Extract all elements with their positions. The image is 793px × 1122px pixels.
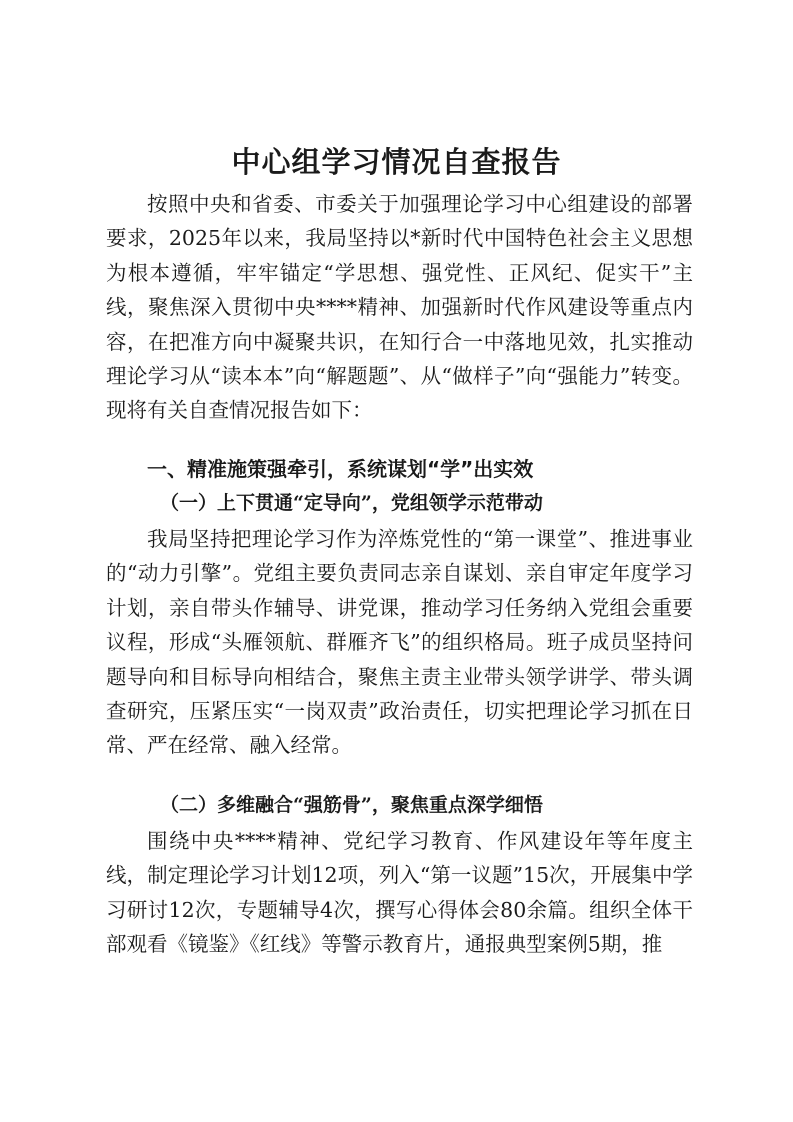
document-title: 中心组学习情况自查报告 [231,145,562,179]
subsection-heading-2: （二）多维融合“强筋骨”，聚焦重点深学细悟 [160,794,543,816]
section-heading-1: 一、精准施策强牵引，系统谋划“学”出实效 [147,457,534,481]
subsection-1-paragraph: 我局坚持把理论学习作为淬炼党性的“第一课堂”、推进事业的“动力引擎”。党组主要负责同志亲自谋划、亲自审定年度学习计划，亲自带头作辅导、讲党课，推动学习任务纳入党组会重要议程，形成“头雁领航、群雁齐飞”的组织格局。班子成员坚持问题导向和目标导向相结合，聚焦主责主业带头领学讲学、带头调查研究，压紧压实“一岗双责”政治责任，切实把理论学习抓在日常、严在经常、融入经常。 [106,527,693,758]
subsection-2-paragraph: 围绕中央****精神、党纪学习教育、作风建设年等年度主线，制定理论学习计划12项，列入“第一议题”15次，开展集中学习研讨12次，专题辅导4次，撰写心得体会80余篇。组织全体干部观看《镜鉴》《红线》等警示教育片，通报典型案例5期，推 [106,829,693,957]
subsection-heading-1: （一）上下贯通“定导向”，党组领学示范带动 [160,492,543,514]
intro-paragraph: 按照中央和省委、市委关于加强理论学习中心组建设的部署要求，2025年以来，我局坚持以*新时代中国特色社会主义思想为根本遵循，牢牢锚定“学思想、强党性、正风纪、促实干”主线，聚焦深入贯彻中央****精神、加强新时代作风建设等重点内容，在把准方向中凝聚共识，在知行合一中落地见效，扎实推动理论学习从“读本本”向“解题题”、从“做样子”向“强能力”转变。现将有关自查情况报告如下： [106,192,693,423]
